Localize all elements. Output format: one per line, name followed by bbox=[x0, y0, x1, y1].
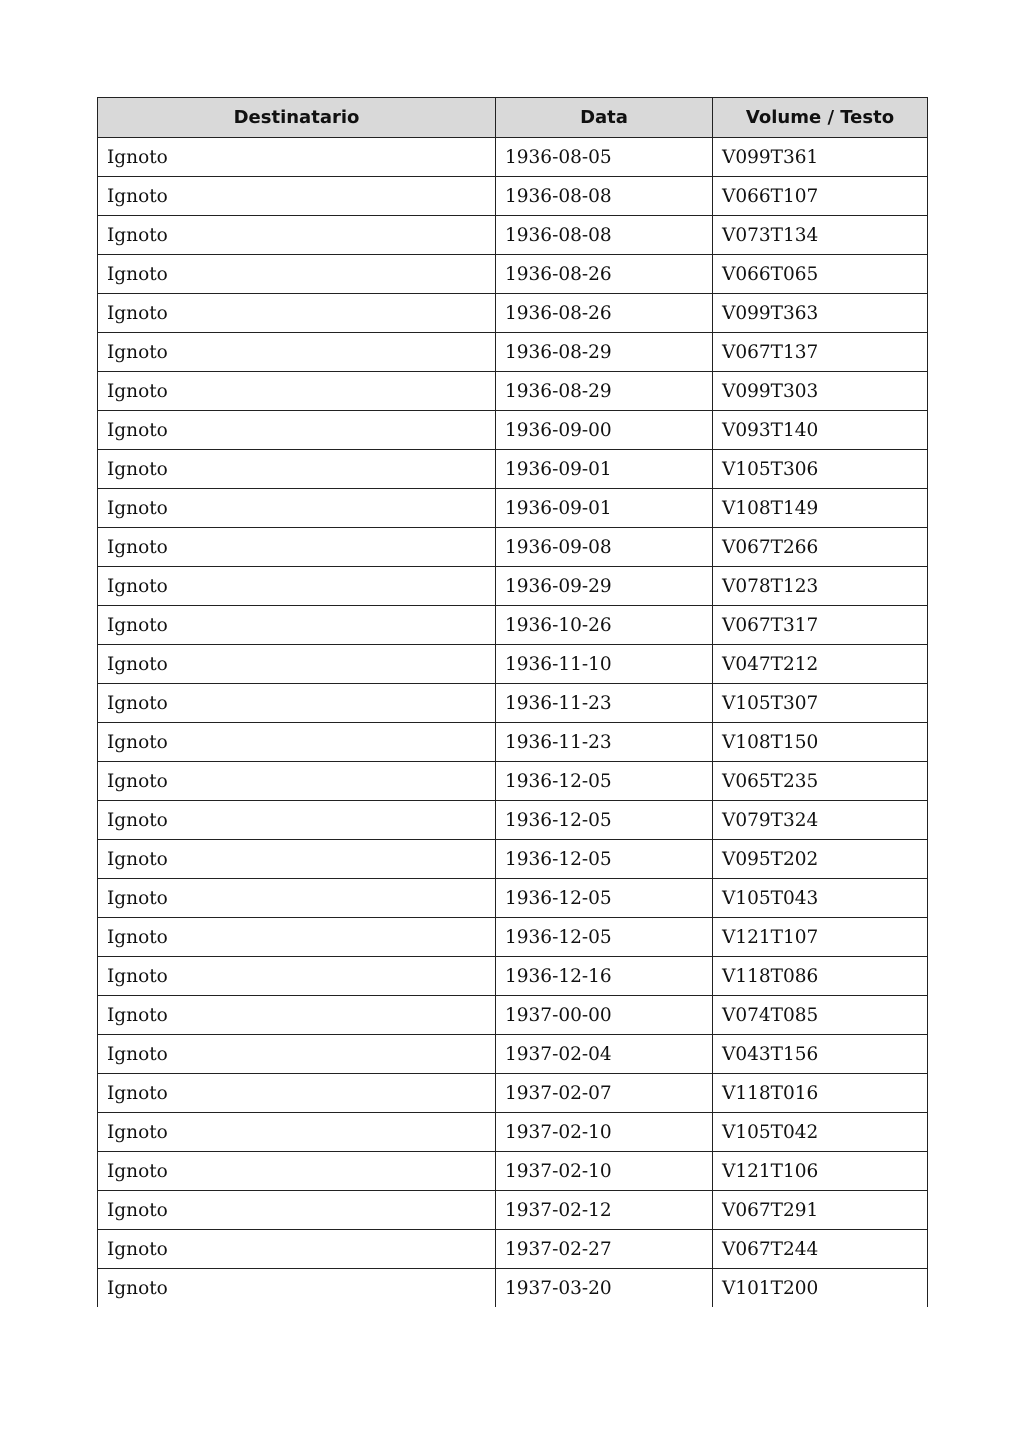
cell-date: 1936-12-16 bbox=[496, 957, 713, 996]
cell-date: 1936-11-23 bbox=[496, 684, 713, 723]
cell-recipient: Ignoto bbox=[98, 294, 496, 333]
table-row bbox=[98, 450, 928, 489]
cell-volume: V105T043 bbox=[713, 879, 928, 918]
cell-volume: V067T137 bbox=[713, 333, 928, 372]
table-body bbox=[98, 138, 928, 1308]
cell-recipient: Ignoto bbox=[98, 645, 496, 684]
table-row bbox=[98, 411, 928, 450]
cell-date: 1936-12-05 bbox=[496, 840, 713, 879]
table-row bbox=[98, 1191, 928, 1230]
cell-volume: V118T086 bbox=[713, 957, 928, 996]
cell-recipient: Ignoto bbox=[98, 1269, 496, 1308]
cell-recipient: Ignoto bbox=[98, 1191, 496, 1230]
header-volume: Volume / Testo bbox=[713, 98, 928, 138]
table-row bbox=[98, 177, 928, 216]
cell-volume: V105T042 bbox=[713, 1113, 928, 1152]
cell-recipient: Ignoto bbox=[98, 411, 496, 450]
cell-recipient: Ignoto bbox=[98, 1230, 496, 1269]
table-row bbox=[98, 918, 928, 957]
cell-date: 1937-02-07 bbox=[496, 1074, 713, 1113]
cell-volume: V121T107 bbox=[713, 918, 928, 957]
cell-recipient: Ignoto bbox=[98, 1074, 496, 1113]
cell-volume: V105T307 bbox=[713, 684, 928, 723]
cell-date: 1936-12-05 bbox=[496, 918, 713, 957]
table-row bbox=[98, 294, 928, 333]
header-row bbox=[98, 98, 928, 138]
cell-volume: V074T085 bbox=[713, 996, 928, 1035]
correspondence-table bbox=[97, 97, 928, 1307]
cell-volume: V108T149 bbox=[713, 489, 928, 528]
cell-date: 1936-08-26 bbox=[496, 255, 713, 294]
cell-recipient: Ignoto bbox=[98, 1035, 496, 1074]
cell-recipient: Ignoto bbox=[98, 138, 496, 177]
table-row bbox=[98, 879, 928, 918]
cell-volume: V099T303 bbox=[713, 372, 928, 411]
cell-volume: V067T317 bbox=[713, 606, 928, 645]
cell-date: 1936-10-26 bbox=[496, 606, 713, 645]
table-row bbox=[98, 996, 928, 1035]
cell-volume: V101T200 bbox=[713, 1269, 928, 1308]
cell-volume: V043T156 bbox=[713, 1035, 928, 1074]
cell-date: 1937-02-12 bbox=[496, 1191, 713, 1230]
cell-recipient: Ignoto bbox=[98, 957, 496, 996]
table-row bbox=[98, 1230, 928, 1269]
table-header bbox=[98, 98, 928, 138]
cell-recipient: Ignoto bbox=[98, 606, 496, 645]
cell-volume: V066T065 bbox=[713, 255, 928, 294]
cell-date: 1936-09-29 bbox=[496, 567, 713, 606]
header-date: Data bbox=[496, 98, 713, 138]
cell-volume: V099T361 bbox=[713, 138, 928, 177]
cell-recipient: Ignoto bbox=[98, 1152, 496, 1191]
cell-recipient: Ignoto bbox=[98, 1113, 496, 1152]
table-row bbox=[98, 840, 928, 879]
cell-date: 1937-02-27 bbox=[496, 1230, 713, 1269]
cell-volume: V095T202 bbox=[713, 840, 928, 879]
table-row bbox=[98, 801, 928, 840]
table-row bbox=[98, 645, 928, 684]
table-row bbox=[98, 684, 928, 723]
table-row bbox=[98, 957, 928, 996]
cell-volume: V078T123 bbox=[713, 567, 928, 606]
cell-volume: V067T244 bbox=[713, 1230, 928, 1269]
cell-date: 1937-02-04 bbox=[496, 1035, 713, 1074]
cell-volume: V079T324 bbox=[713, 801, 928, 840]
cell-date: 1936-12-05 bbox=[496, 762, 713, 801]
cell-volume: V066T107 bbox=[713, 177, 928, 216]
table-row bbox=[98, 762, 928, 801]
cell-recipient: Ignoto bbox=[98, 216, 496, 255]
cell-recipient: Ignoto bbox=[98, 879, 496, 918]
table-row bbox=[98, 216, 928, 255]
cell-date: 1936-09-01 bbox=[496, 489, 713, 528]
cell-volume: V118T016 bbox=[713, 1074, 928, 1113]
table-row bbox=[98, 372, 928, 411]
cell-date: 1936-09-00 bbox=[496, 411, 713, 450]
cell-date: 1936-08-08 bbox=[496, 216, 713, 255]
cell-date: 1936-09-08 bbox=[496, 528, 713, 567]
table-row bbox=[98, 567, 928, 606]
cell-recipient: Ignoto bbox=[98, 177, 496, 216]
header-recipient: Destinatario bbox=[98, 98, 496, 138]
cell-recipient: Ignoto bbox=[98, 723, 496, 762]
table-row bbox=[98, 1152, 928, 1191]
cell-date: 1937-02-10 bbox=[496, 1113, 713, 1152]
cell-recipient: Ignoto bbox=[98, 255, 496, 294]
cell-volume: V099T363 bbox=[713, 294, 928, 333]
cell-date: 1936-12-05 bbox=[496, 879, 713, 918]
cell-recipient: Ignoto bbox=[98, 801, 496, 840]
table-row bbox=[98, 489, 928, 528]
cell-recipient: Ignoto bbox=[98, 333, 496, 372]
cell-volume: V105T306 bbox=[713, 450, 928, 489]
cell-recipient: Ignoto bbox=[98, 450, 496, 489]
cell-date: 1936-11-10 bbox=[496, 645, 713, 684]
cell-volume: V108T150 bbox=[713, 723, 928, 762]
table-row bbox=[98, 138, 928, 177]
cell-volume: V073T134 bbox=[713, 216, 928, 255]
cell-volume: V067T266 bbox=[713, 528, 928, 567]
cell-date: 1936-08-08 bbox=[496, 177, 713, 216]
cell-volume: V121T106 bbox=[713, 1152, 928, 1191]
cell-recipient: Ignoto bbox=[98, 372, 496, 411]
cell-recipient: Ignoto bbox=[98, 528, 496, 567]
cell-date: 1937-03-20 bbox=[496, 1269, 713, 1308]
cell-volume: V093T140 bbox=[713, 411, 928, 450]
cell-recipient: Ignoto bbox=[98, 684, 496, 723]
cell-volume: V047T212 bbox=[713, 645, 928, 684]
table-row bbox=[98, 1074, 928, 1113]
cell-recipient: Ignoto bbox=[98, 918, 496, 957]
table-row bbox=[98, 1113, 928, 1152]
cell-recipient: Ignoto bbox=[98, 489, 496, 528]
table-row bbox=[98, 333, 928, 372]
cell-date: 1937-02-10 bbox=[496, 1152, 713, 1191]
table-row bbox=[98, 1269, 928, 1308]
cell-recipient: Ignoto bbox=[98, 762, 496, 801]
table-row bbox=[98, 528, 928, 567]
cell-date: 1936-09-01 bbox=[496, 450, 713, 489]
cell-recipient: Ignoto bbox=[98, 567, 496, 606]
cell-date: 1936-08-29 bbox=[496, 372, 713, 411]
cell-volume: V067T291 bbox=[713, 1191, 928, 1230]
cell-date: 1936-08-26 bbox=[496, 294, 713, 333]
cell-date: 1936-11-23 bbox=[496, 723, 713, 762]
cell-recipient: Ignoto bbox=[98, 840, 496, 879]
table-row bbox=[98, 723, 928, 762]
cell-date: 1936-08-05 bbox=[496, 138, 713, 177]
cell-date: 1936-08-29 bbox=[496, 333, 713, 372]
table-row bbox=[98, 255, 928, 294]
cell-volume: V065T235 bbox=[713, 762, 928, 801]
cell-recipient: Ignoto bbox=[98, 996, 496, 1035]
table-row bbox=[98, 1035, 928, 1074]
cell-date: 1937-00-00 bbox=[496, 996, 713, 1035]
cell-date: 1936-12-05 bbox=[496, 801, 713, 840]
table-row bbox=[98, 606, 928, 645]
